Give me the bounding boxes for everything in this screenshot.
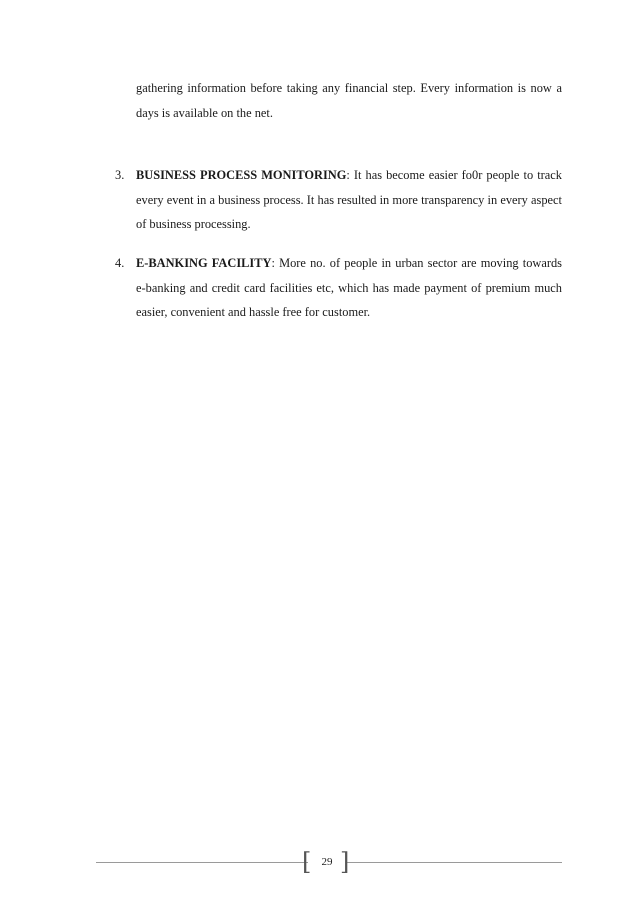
footer-close-bracket: ] [340,848,350,876]
footer-rule-right [346,862,562,863]
footer-rule-left [96,862,308,863]
list-item-body [136,163,562,237]
list-item-text: : More no. of people in urban sector are moving towards e-banking and credit card facilities etc, which has made payment of premium much easier, convenient and hassle free for customer. [136,256,562,319]
list-item-4 [115,251,562,325]
list-item-text: : It has become easier fo0r people to track every event in a business process. It has resulted in more transparency in every aspect of business processing. [136,168,562,231]
page-number: 29 [321,856,333,868]
continuation-paragraph: gathering information before taking any financial step. Every information is now a days is available on the net. [136,81,562,120]
list-item-number: 4. [115,256,125,270]
list-item-3 [115,163,562,237]
list-item-heading: BUSINESS PROCESS MONITORING [136,168,347,182]
list-item-heading: E-BANKING FACILITY [136,256,272,270]
list-item-body [136,251,562,325]
footer-open-bracket: [ [302,848,312,876]
list-item-number: 3. [115,168,125,182]
